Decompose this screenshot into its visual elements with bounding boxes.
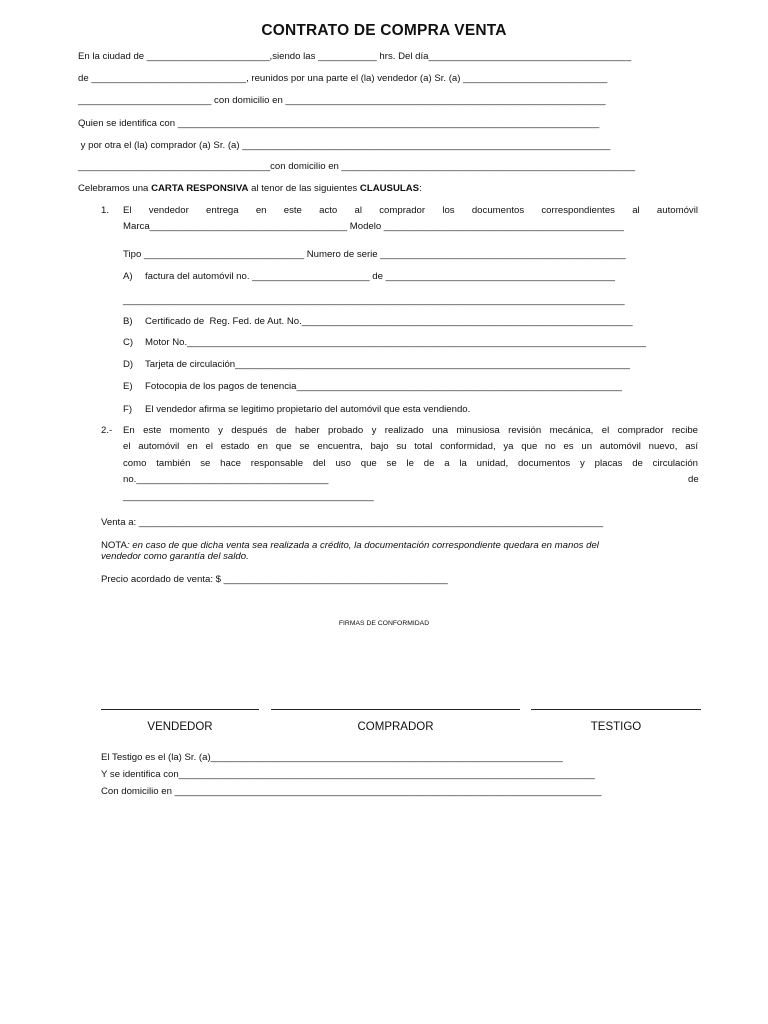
signature-label-vendedor: VENDEDOR (147, 721, 213, 733)
clause-1-line-3: Tipo ______________________________ Numero de serie ______________________________________________ (123, 249, 626, 260)
item-d-text: Tarjeta de circulación__________________________________________________________________________ (145, 359, 630, 370)
precio-line: Precio acordado de venta: $ __________________________________________ (101, 574, 448, 585)
intro-line-3: _________________________ con domicilio en ____________________________________________________________ (78, 95, 606, 106)
item-e-letter: E) (123, 381, 133, 392)
celebramos-line (78, 183, 422, 195)
clause-2-line-5: _______________________________________________ (123, 491, 374, 502)
testigo-line-1: El Testigo es el (la) Sr. (a)__________________________________________________________________ (101, 752, 563, 763)
nota-line-2: vendedor como garantía del saldo. (101, 551, 249, 562)
document-title: CONTRATO DE COMPRA VENTA (261, 22, 507, 39)
clause-2-number: 2.- (101, 425, 113, 436)
venta-line: Venta a: _______________________________________________________________________________________ (101, 517, 604, 528)
carta-responsiva-label: CARTA RESPONSIVA (151, 183, 249, 194)
celebramos-post: : (419, 183, 422, 194)
testigo-line-2: Y se identifica con______________________________________________________________________________ (101, 769, 595, 780)
item-a-letter: A) (123, 271, 133, 282)
nota-text-1: : en caso de que dicha venta sea realizada a crédito, la documentación correspondiente quedara en manos del (126, 540, 599, 551)
intro-line-1: En la ciudad de _______________________,siendo las ___________ hrs. Del día______________________________________ (78, 51, 632, 62)
intro-line-2: de _____________________________, reunidos por una parte el (la) vendedor (a) Sr. (a) ___________________________ (78, 73, 608, 84)
firmas-title: FIRMAS DE CONFORMIDAD (338, 620, 430, 627)
signature-line-vendedor (101, 709, 259, 710)
signature-line-comprador (271, 709, 520, 710)
item-b-text: Certificado de Reg. Fed. de Aut. No.______________________________________________________________ (145, 316, 633, 327)
clause-2-line-4: no.____________________________________ (123, 474, 329, 485)
item-f-text: El vendedor afirma se legitimo propietario del automóvil que esta vendiendo. (145, 404, 471, 415)
clause-2-line-1: En este momento y después de haber probado y realizado una minusiosa revisión mecánica, el comprador recibe (123, 425, 698, 436)
item-b-letter: B) (123, 316, 133, 327)
clause-2-line-2: el automóvil en el estado en que se encuentra, bajo su total conformidad, ya que no es un automóvil nuevo, así (123, 441, 698, 452)
item-c-letter: C) (123, 337, 134, 348)
celebramos-mid: al tenor de las siguientes (248, 183, 360, 194)
item-e-text: Fotocopia de los pagos de tenencia_____________________________________________________________ (145, 381, 622, 392)
nota-label: NOTA (101, 540, 127, 551)
intro-line-6: ____________________________________con domicilio en _______________________________________________________ (78, 161, 635, 172)
signature-label-testigo: TESTIGO (590, 721, 642, 733)
clause-1-line-2: Marca_____________________________________ Modelo _____________________________________________ (123, 221, 624, 232)
item-f-letter: F) (123, 404, 133, 415)
clause-1-line-1: El vendedor entrega en este acto al comprador los documentos correspondientes al automóvil (123, 205, 698, 216)
item-c-text: Motor No.______________________________________________________________________________________ (145, 337, 646, 348)
signature-line-testigo (531, 709, 701, 710)
clausulas-label: CLAUSULAS (359, 183, 420, 194)
item-a-text: factura del automóvil no. ______________________ de ___________________________________________ (145, 271, 616, 282)
intro-line-5: y por otra el (la) comprador (a) Sr. (a) _____________________________________________________________________ (78, 140, 611, 151)
item-d-letter: D) (123, 359, 134, 370)
clause-1-number: 1. (101, 205, 110, 216)
signature-label-comprador: COMPRADOR (357, 721, 434, 733)
item-a-continuation: ______________________________________________________________________________________________ (123, 295, 625, 306)
intro-line-4: Quien se identifica con _______________________________________________________________________________ (78, 118, 600, 129)
clause-2-line-3: como también se hace responsable del uso que se le de a la unidad, documentos y placas de circulación (123, 458, 698, 469)
clause-2-line-4-de: de (688, 474, 699, 485)
testigo-line-3: Con domicilio en ________________________________________________________________________________ (101, 786, 602, 797)
celebramos-pre: Celebramos una (78, 183, 152, 194)
